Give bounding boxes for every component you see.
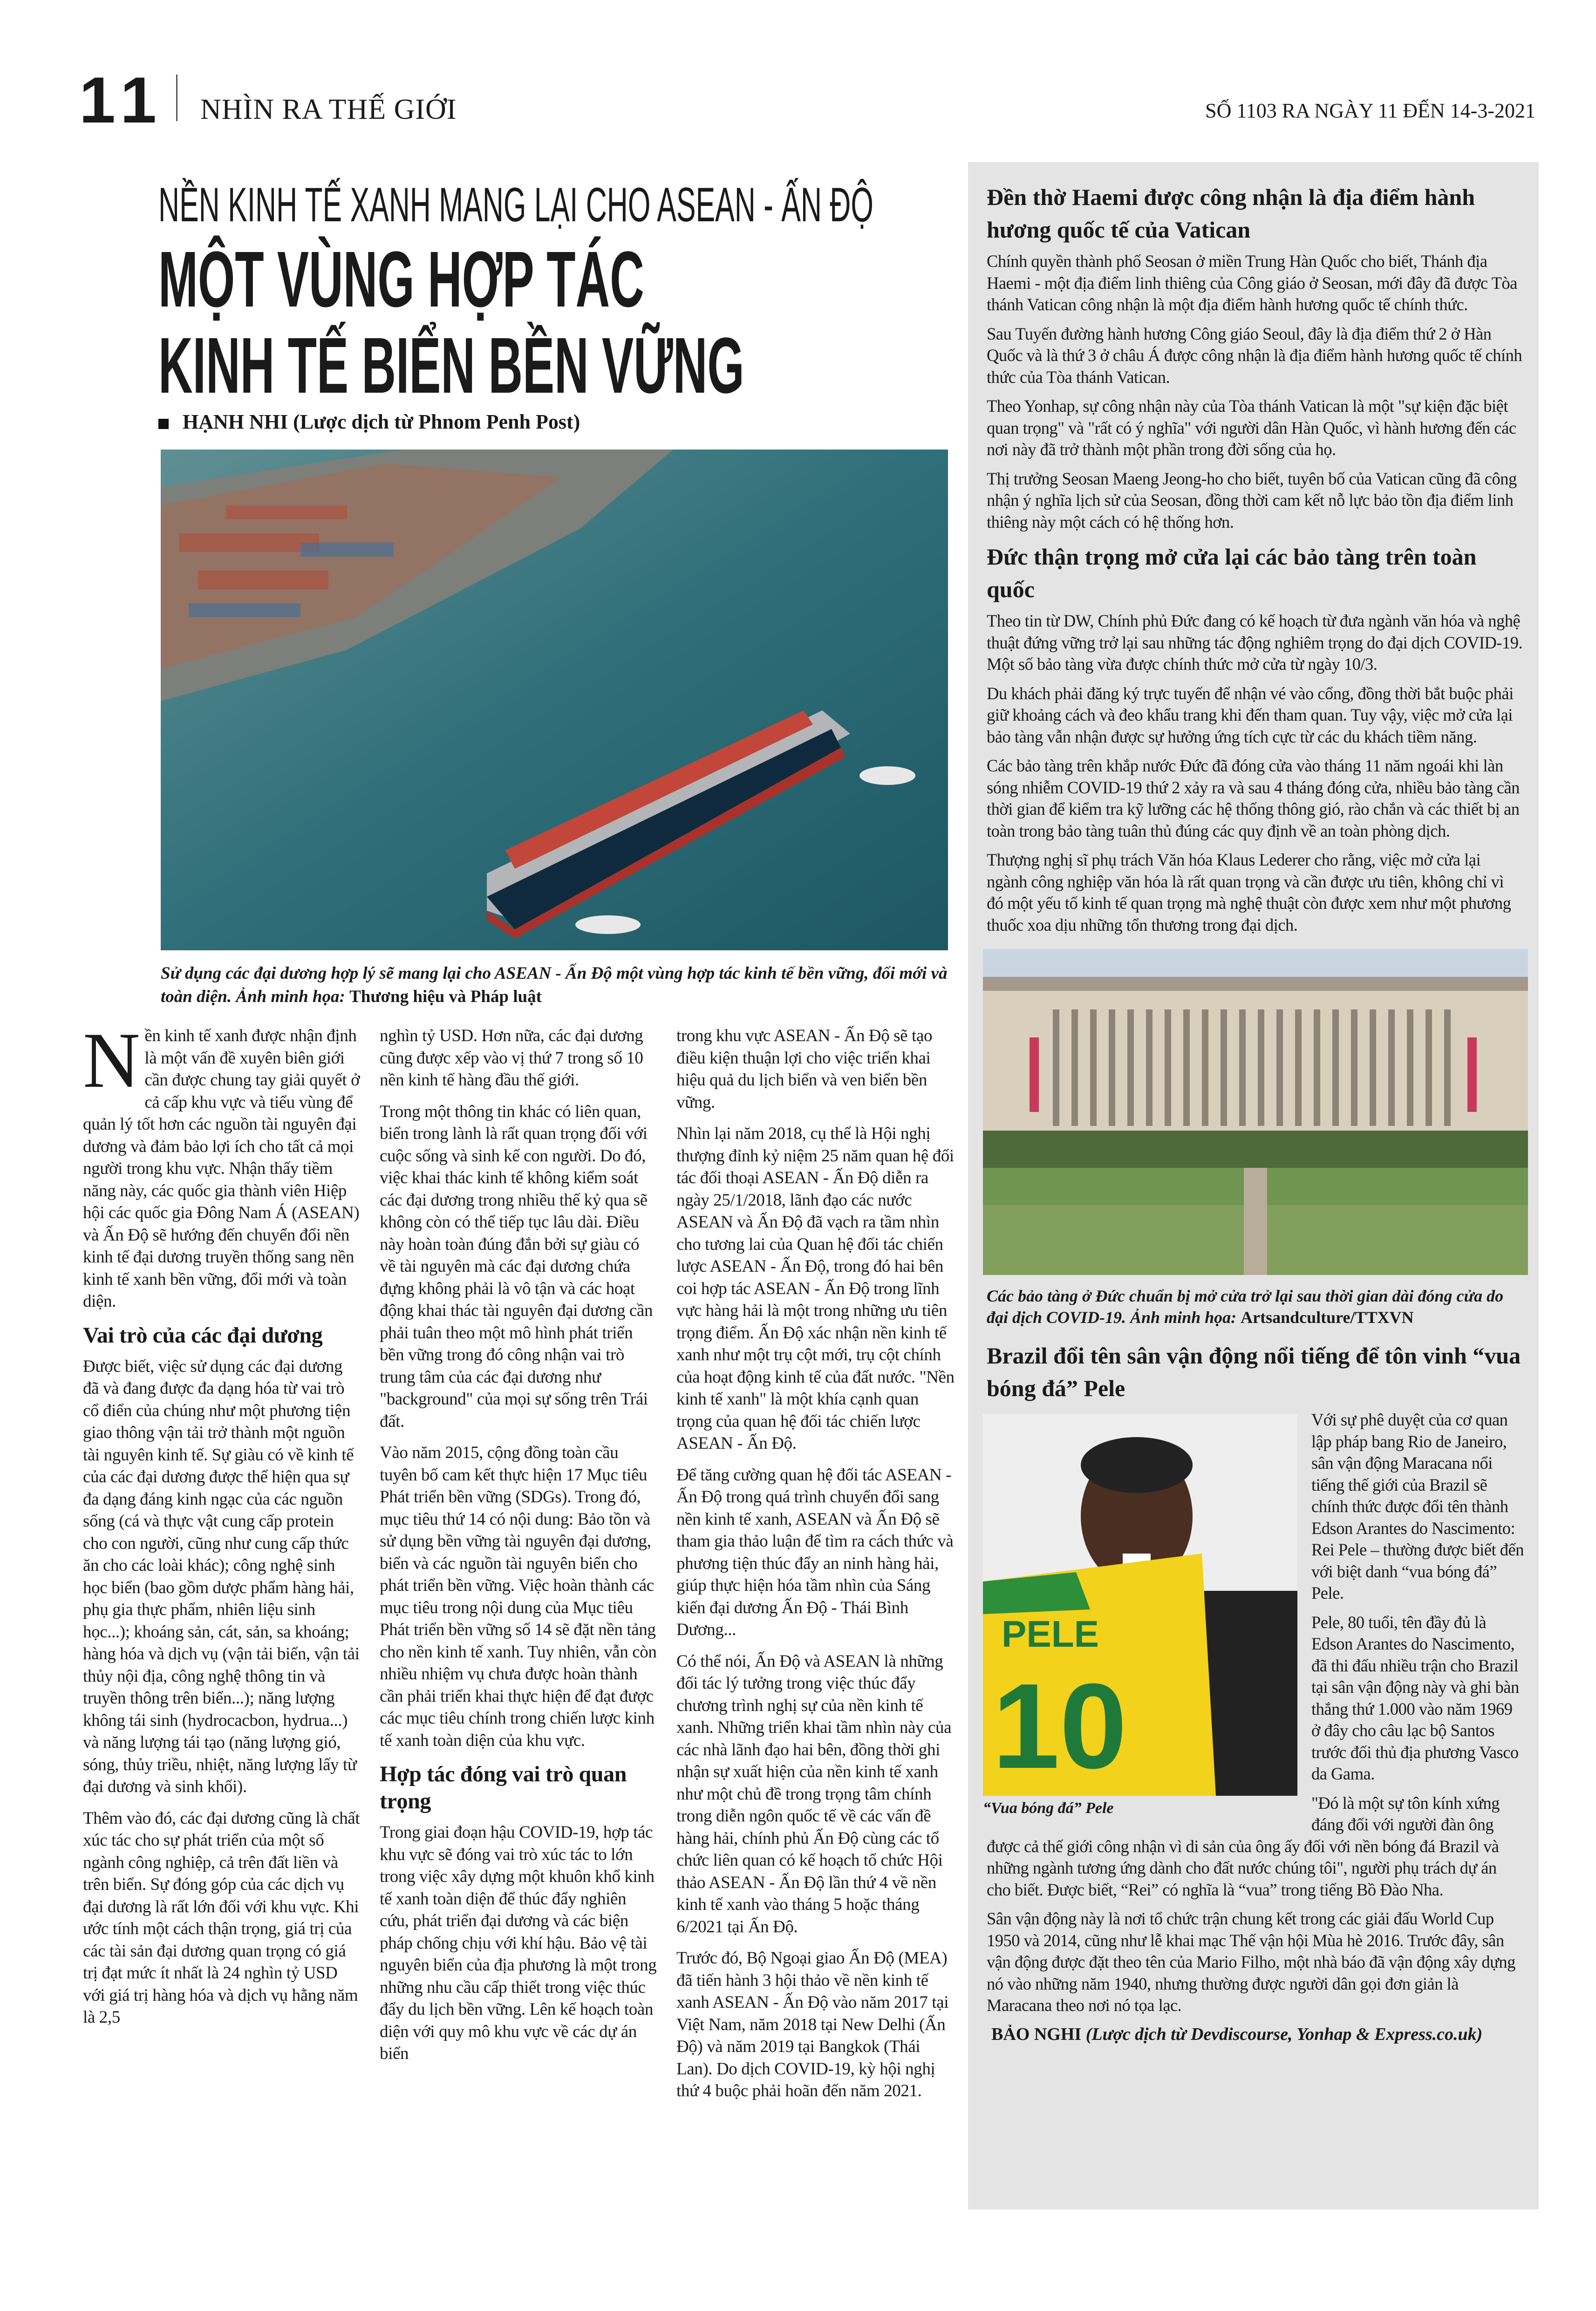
paragraph: nghìn tỷ USD. Hơn nữa, các đại dương cũng được xếp vào vị thứ 7 trong số 10 nền kinh tế hàng đầu thế giới. bbox=[380, 1026, 643, 1090]
bullet-square-icon bbox=[158, 419, 169, 429]
byline-name: BẢO NGHI bbox=[991, 2024, 1086, 2044]
museum-column bbox=[1239, 1009, 1246, 1126]
shirt-number: 10 bbox=[992, 1659, 1127, 1794]
paragraph: Có thể nói, Ấn Độ và ASEAN là những đối tác lý tưởng trong việc thúc đẩy chương trình nghị sự của nền kinh tế xanh. Những triển khai tầm nhìn này của các nhà lãnh đạo hai bên, đồng thời ghi nhận sự xuất hiện của nền kinh tế xanh như một chủ đề trong trọng tâm chính trong diễn ngôn quốc tế về các vấn đề hàng hải, chính phủ Ấn Độ cùng các tổ chức liên quan có kế hoạch tổ chức Hội thảo ASEAN - Ấn Độ lần thứ 4 về nền kinh tế xanh vào tháng 5 hoặc tháng 6/2021 tại Ấn Độ. bbox=[676, 1651, 952, 1936]
paragraph: trong khu vực ASEAN - Ấn Độ sẽ tạo điều kiện thuận lợi cho việc triển khai hiệu quả du lịch biển và ven biển bền vững. bbox=[676, 1026, 933, 1112]
caption-text: Các bảo tàng ở Đức chuẩn bị mở cửa trở lại sau thời gian dài đóng cửa do đại dịch COVID-19. Ảnh minh họa: bbox=[987, 1287, 1504, 1327]
paragraph: Trong một thông tin khác có liên quan, biển trong lành là rất quan trọng đối với cuộc sống và sinh kế con người. Do đó, việc khai thác kinh tế không kiểm soát các đại dương trong nhiều thế kỷ qua sẽ không còn có thể tiếp tục lâu dài. Điều này hoàn toàn đúng đắn bởi sự giàu có về tài nguyên mà các đại dương chứa đựng không phải là vô tận và các hoạt động khai thác tài nguyên đại dương cần phải tuân theo một mô hình phát triển bền vững trong đó công nhận vai trò trung tâm của các đại dương như "background" của mọi sự sống trên Trái đất. bbox=[380, 1102, 653, 1431]
article-title-line-2: KINH TẾ BIỂN BỀN VỮNG bbox=[158, 321, 744, 410]
article-column-1 bbox=[83, 1025, 361, 2217]
paragraph: "Đó là một sự tôn kính xứng đáng đối với người đàn ông được cả thế giới công nhận vì di sản của ông ấy đối với nền bóng đá Brazil và những ngành tương ứng dành cho đất nước chúng tôi", người phụ trách dự án cho biết. Được biết, “Rei” có nghĩa là “vua” trong tiếng Bồ Đào Nha. bbox=[987, 1793, 1500, 1899]
subheading: Vai trò của các đại dương bbox=[83, 1323, 323, 1348]
museum-column bbox=[1370, 1009, 1376, 1126]
paragraph: Sau Tuyến đường hành hương Công giáo Seoul, đây là địa điểm thứ 2 ở Hàn Quốc và là thứ 3 ở châu Á được công nhận là địa điểm hành hương quốc tế chính thức của Tòa thánh Vatican. bbox=[987, 324, 1522, 387]
photo-caption bbox=[987, 1285, 1524, 1328]
paragraph: Với sự phê duyệt của cơ quan lập pháp bang Rio de Janeiro, sân vận động Maracana nổi tiếng thế giới của Brazil sẽ chính thức được đổi tên thành Edson Arantes do Nascimento: Rei Pele – thường được biết đến với biệt danh “vua bóng đá” Pele. bbox=[1311, 1410, 1524, 1602]
sidebar-heading: Brazil đổi tên sân vận động nổi tiếng để tôn vinh “vua bóng đá” Pele bbox=[987, 1343, 1521, 1401]
paragraph: Thêm vào đó, các đại dương cũng là chất xúc tác cho sự phát triển của một số ngành công nghiệp, cả trên đất liền và trên biển. Sự đóng góp của các dịch vụ đại dương là rất lớn đối với khu vực. Khi ước tính một cách thận trọng, giá trị của các tài sản đại dương quan trọng có giá trị đạt mức ít nhất là 24 nghìn tỷ USD với giá trị hàng hóa và dịch vụ hằng năm là 2,5 bbox=[83, 1808, 360, 2027]
section-title: NHÌN RA THẾ GIỚI bbox=[200, 94, 457, 125]
museum-column bbox=[1425, 1009, 1432, 1126]
museum-column bbox=[1295, 1009, 1302, 1126]
sidebar-heading: Đền thờ Haemi được công nhận là địa điểm hành hương quốc tế của Vatican bbox=[987, 184, 1475, 243]
page-number: 11 bbox=[79, 63, 165, 136]
issue-date: SỐ 1103 RA NGÀY 11 ĐẾN 14-3-2021 bbox=[1205, 99, 1535, 122]
shirt-name: PELE bbox=[1002, 1613, 1099, 1655]
museum-column bbox=[1127, 1009, 1134, 1126]
article-kicker: NỀN KINH TẾ XANH MANG LẠI CHO ASEAN - ẤN ĐỘ bbox=[158, 178, 873, 232]
port-ship-photo bbox=[161, 450, 948, 950]
paragraph: Trước đó, Bộ Ngoại giao Ấn Độ (MEA) đã tiến hành 3 hội thảo về nền kinh tế xanh ASEAN - Ấn Độ vào năm 2017 tại Việt Nam, năm 2018 tại New Delhi (Ấn Độ) và năm 2019 tại Bangkok (Thái Lan). Do dịch COVID-19, kỳ hội nghị thứ 4 buộc phải hoãn đến năm 2021. bbox=[676, 1949, 949, 2100]
paragraph: Pele, 80 tuổi, tên đầy đủ là Edson Arantes do Nascimento, đã thi đấu nhiều trận cho Brazil tại sân vận động này và ghi bàn thắng thứ 1.000 vào năm 1969 ở đây cho câu lạc bộ Santos trước đối thủ địa phương Vasco da Gama. bbox=[1311, 1612, 1519, 1783]
photo-caption: “Vua bóng đá” Pele bbox=[983, 1800, 1114, 1817]
pele-photo-figure bbox=[983, 1414, 1297, 1817]
caption-text: Sử dụng các đại dương hợp lý sẽ mang lại cho ASEAN - Ấn Độ một vùng hợp tác kinh tế bền vững, đổi mới và toàn diện. Ảnh minh họa: bbox=[161, 964, 948, 1006]
paragraph-text: ền kinh tế xanh được nhận định là một vấn đề xuyên biên giới cần được chung tay giải quyết ở cả cấp khu vực và tiểu vùng để quản lý tốt hơn các nguồn tài nguyên đại dương và đảm bảo lợi ích cho tất cả mọi người trong khu vực. Nhận thấy tiềm năng này, các quốc gia thành viên Hiệp hội các quốc gia Đông Nam Á (ASEAN) và Ấn Độ sẽ hướng đến chuyển đổi nền kinh tế đại dương truyền thống sang nền kinh tế xanh bền vững, đổi mới và toàn diện. bbox=[83, 1026, 360, 1311]
paragraph: Trong giai đoạn hậu COVID-19, hợp tác khu vực sẽ đóng vai trò xúc tác to lớn trong việc xây dựng một khuôn khổ kinh tế xanh toàn diện để thúc đẩy nghiên cứu, phát triển đại dương và các biện pháp chống chịu với khí hậu. Bảo vệ tài nguyên biển của địa phương là một trong những nhu cầu cấp thiết trong việc thúc đẩy du lịch bền vững. Lên kế hoạch toàn diện với quy mô khu vực về các dự án biển bbox=[380, 1823, 657, 2063]
museum-column bbox=[1090, 1009, 1097, 1126]
paragraph: Nhìn lại năm 2018, cụ thể là Hội nghị thượng đỉnh kỷ niệm 25 năm quan hệ đối tác đối thoại ASEAN - Ấn Độ diễn ra ngày 25/1/2018, lãnh đạo các nước ASEAN và Ấn Độ đã vạch ra tầm nhìn cho tương lai của Quan hệ đối tác chiến lược ASEAN - Ấn Độ, trong đó hai bên coi hợp tác ASEAN - Ấn Độ trong lĩnh vực hàng hải là một trong những ưu tiên trọng điểm. Ấn Độ xác nhận nền kinh tế xanh như một trụ cột mới, trụ cột chính của hoạt động kinh tế của đất nước. "Nền kinh tế xanh" là một khía cạnh quan trọng của quan hệ đối tác chiến lược ASEAN - Ấn Độ. bbox=[676, 1124, 955, 1453]
museum-column bbox=[1276, 1009, 1283, 1126]
paragraph: Các bảo tàng trên khắp nước Đức đã đóng cửa vào tháng 11 năm ngoái khi làn sóng nhiễm COVID-19 thứ 2 xảy ra và sau 4 tháng đóng cửa, nhiều bảo tàng cần thời gian để kiểm tra kỹ lưỡng các hệ thống thông gió, rào chắn và các thiết bị an toàn trong bảo tàng tuân thủ đúng các quy định về an toàn phòng dịch. bbox=[987, 756, 1520, 840]
paragraph: Thượng nghị sĩ phụ trách Văn hóa Klaus Lederer cho rằng, việc mở cửa lại ngành công nghiệp văn hóa là rất quan trọng và cần được ưu tiên, không chỉ vì đó một yếu tố kinh tế quan trọng mà nghệ thuật còn được xem như một phương thuốc xoa dịu những tổn thương trong đại dịch. bbox=[987, 850, 1511, 934]
museum-column bbox=[1444, 1009, 1451, 1126]
museum-column bbox=[1183, 1009, 1190, 1126]
museum-column bbox=[1165, 1009, 1171, 1126]
article-title-line-1: MỘT VÙNG HỢP TÁC bbox=[158, 235, 644, 324]
museum-column bbox=[1221, 1009, 1227, 1126]
museum-column bbox=[1332, 1009, 1339, 1126]
museum-column bbox=[1314, 1009, 1320, 1126]
drop-cap: N bbox=[83, 1025, 140, 1104]
paragraph: Để tăng cường quan hệ đối tác ASEAN - Ấn Độ trong quá trình chuyển đổi sang nền kinh tế xanh, ASEAN và Ấn Độ sẽ tham gia thảo luận để tìm ra cách thức và phương tiện thúc đẩy an ninh hàng hải, giúp thực hiện hóa tầm nhìn của Sáng kiến đại dương Ấn Độ - Thái Bình Dương... bbox=[676, 1465, 954, 1639]
photo-caption bbox=[161, 962, 953, 1009]
museum-column bbox=[1071, 1009, 1078, 1126]
paragraph bbox=[83, 1025, 361, 1313]
museum-column bbox=[1407, 1009, 1413, 1126]
byline-text: HẠNH NHI (Lược dịch từ Phnom Penh Post) bbox=[183, 410, 580, 433]
pele-photo bbox=[983, 1414, 1297, 1796]
museum-column bbox=[1351, 1009, 1357, 1126]
article-column-2 bbox=[380, 1025, 658, 2217]
museum-photo bbox=[983, 949, 1528, 1275]
paragraph: Chính quyền thành phố Seosan ở miền Trung Hàn Quốc cho biết, Thánh địa Haemi - một địa điểm linh thiêng của Công giáo ở Seosan, mới đây đã được Tòa thánh Vatican công nhận là một địa điểm hành hương quốc tế chính thức. bbox=[987, 252, 1517, 314]
museum-column bbox=[1258, 1009, 1264, 1126]
museum-column bbox=[1202, 1009, 1208, 1126]
byline-source: (Lược dịch từ Devdiscourse, Yonhap & Express.co.uk) bbox=[1085, 2024, 1483, 2044]
subheading: Hợp tác đóng vai trò quan trọng bbox=[380, 1762, 627, 1813]
header-divider bbox=[176, 75, 177, 121]
paragraph: Được biết, việc sử dụng các đại dương đã và đang được đa dạng hóa từ vai trò cổ điển của chúng như một phương tiện giao thông vận tải trở thành một nguồn tài nguyên kinh tế. Sự giàu có về kinh tế của các đại dương được thể hiện qua sự đa dạng đáng kinh ngạc của các nguồn sống (cá và thực vật cung cấp protein cho con người, cũng như cung cấp thức ăn cho các loài khác); công nghệ sinh học biển (bao gồm dược phẩm hàng hải, phụ gia thực phẩm, nhiên liệu sinh học...); khoáng sản, cát, sản, sa khoáng; hàng hóa và dịch vụ (vận tải biển, vận tải thủy nội địa, công nghệ thông tin và truyền thông trên biển...); năng lượng không tái sinh (hydrocacbon, hydrua...) và năng lượng tái tạo (năng lượng gió, sóng, thủy triều, nhiệt, năng lượng lấy từ đại dương và sinh khối). bbox=[83, 1357, 360, 1796]
article-column-3 bbox=[676, 1025, 955, 2217]
paragraph: Thị trưởng Seosan Maeng Jeong-ho cho biết, tuyên bố của Vatican cũng đã công nhận ý nghĩa lịch sử của Seosan, đồng thời cam kết nỗ lực bảo tồn địa điểm linh thiêng này một cách có hệ thống hơn. bbox=[987, 469, 1517, 532]
news-sidebar bbox=[968, 162, 1539, 2209]
paragraph: Du khách phải đăng ký trực tuyến để nhận vé vào cổng, đồng thời bắt buộc phải giữ khoảng cách và đeo khẩu trang khi đến tham quan. Tuy vậy, việc mở cửa lại bảo tàng vẫn nhận được sự hưởng ứng tích cực từ các du khách tiềm năng. bbox=[987, 683, 1514, 746]
article-byline bbox=[158, 410, 580, 434]
museum-column bbox=[1053, 1009, 1059, 1126]
museum-column bbox=[1388, 1009, 1395, 1126]
sidebar-byline bbox=[987, 2024, 1524, 2045]
paragraph: Theo tin từ DW, Chính phủ Đức đang có kế hoạch từ đưa ngành văn hóa và nghệ thuật đứng vững trở lại sau những tác động nghiêm trọng do đại dịch COVID-19. Một số bảo tàng vừa được chính thức mở cửa từ ngày 10/3. bbox=[987, 611, 1523, 674]
paragraph: Vào năm 2015, cộng đồng toàn cầu tuyên bố cam kết thực hiện 17 Mục tiêu Phát triển bền vững (SDGs). Trong đó, mục tiêu thứ 14 có nội dung: Bảo tồn và sử dụng bền vững tài nguyên đại dương, biển và các nguồn tài nguyên biển cho phát triển bền vững. Việc hoàn thành các mục tiêu trong nội dung của Mục tiêu Phát triển bền vững số 14 sẽ đặt nền tảng cho nền kinh tế xanh. Tuy nhiên, vẫn còn nhiều nhiệm vụ chưa được hoàn thành cần phải triển khai thực hiện để đạt được các mục tiêu chính trong chiến lược kinh tế xanh toàn diện của khu vực. bbox=[380, 1443, 657, 1750]
paragraph: Sân vận động này là nơi tổ chức trận chung kết trong các giải đấu World Cup 1950 và 2014, cũng như lễ khai mạc Thế vận hội Mùa hè 2016. Trước đây, sân vận động được đặt theo tên của Mario Filho, một nhà báo đã vận động xây dựng nó vào những năm 1940, nhưng thường được người dân gọi đơn giản là Maracana theo nơi nó tọa lạc. bbox=[987, 1909, 1515, 2015]
museum-column bbox=[1109, 1009, 1115, 1126]
sidebar-heading: Đức thận trọng mở cửa lại các bảo tàng trên toàn quốc bbox=[987, 544, 1477, 602]
caption-credit: Thương hiệu và Pháp luật bbox=[349, 987, 542, 1006]
caption-credit: Artsandculture/TTXVN bbox=[1241, 1308, 1414, 1327]
paragraph: Theo Yonhap, sự công nhận này của Tòa thánh Vatican là một "sự kiện đặc biệt quan trọng" và "rất có ý nghĩa" với người dân Hàn Quốc, vì hành hương đến các nơi này đã trở thành một phần trong đời sống của họ. bbox=[987, 396, 1516, 459]
museum-column bbox=[1146, 1009, 1153, 1126]
